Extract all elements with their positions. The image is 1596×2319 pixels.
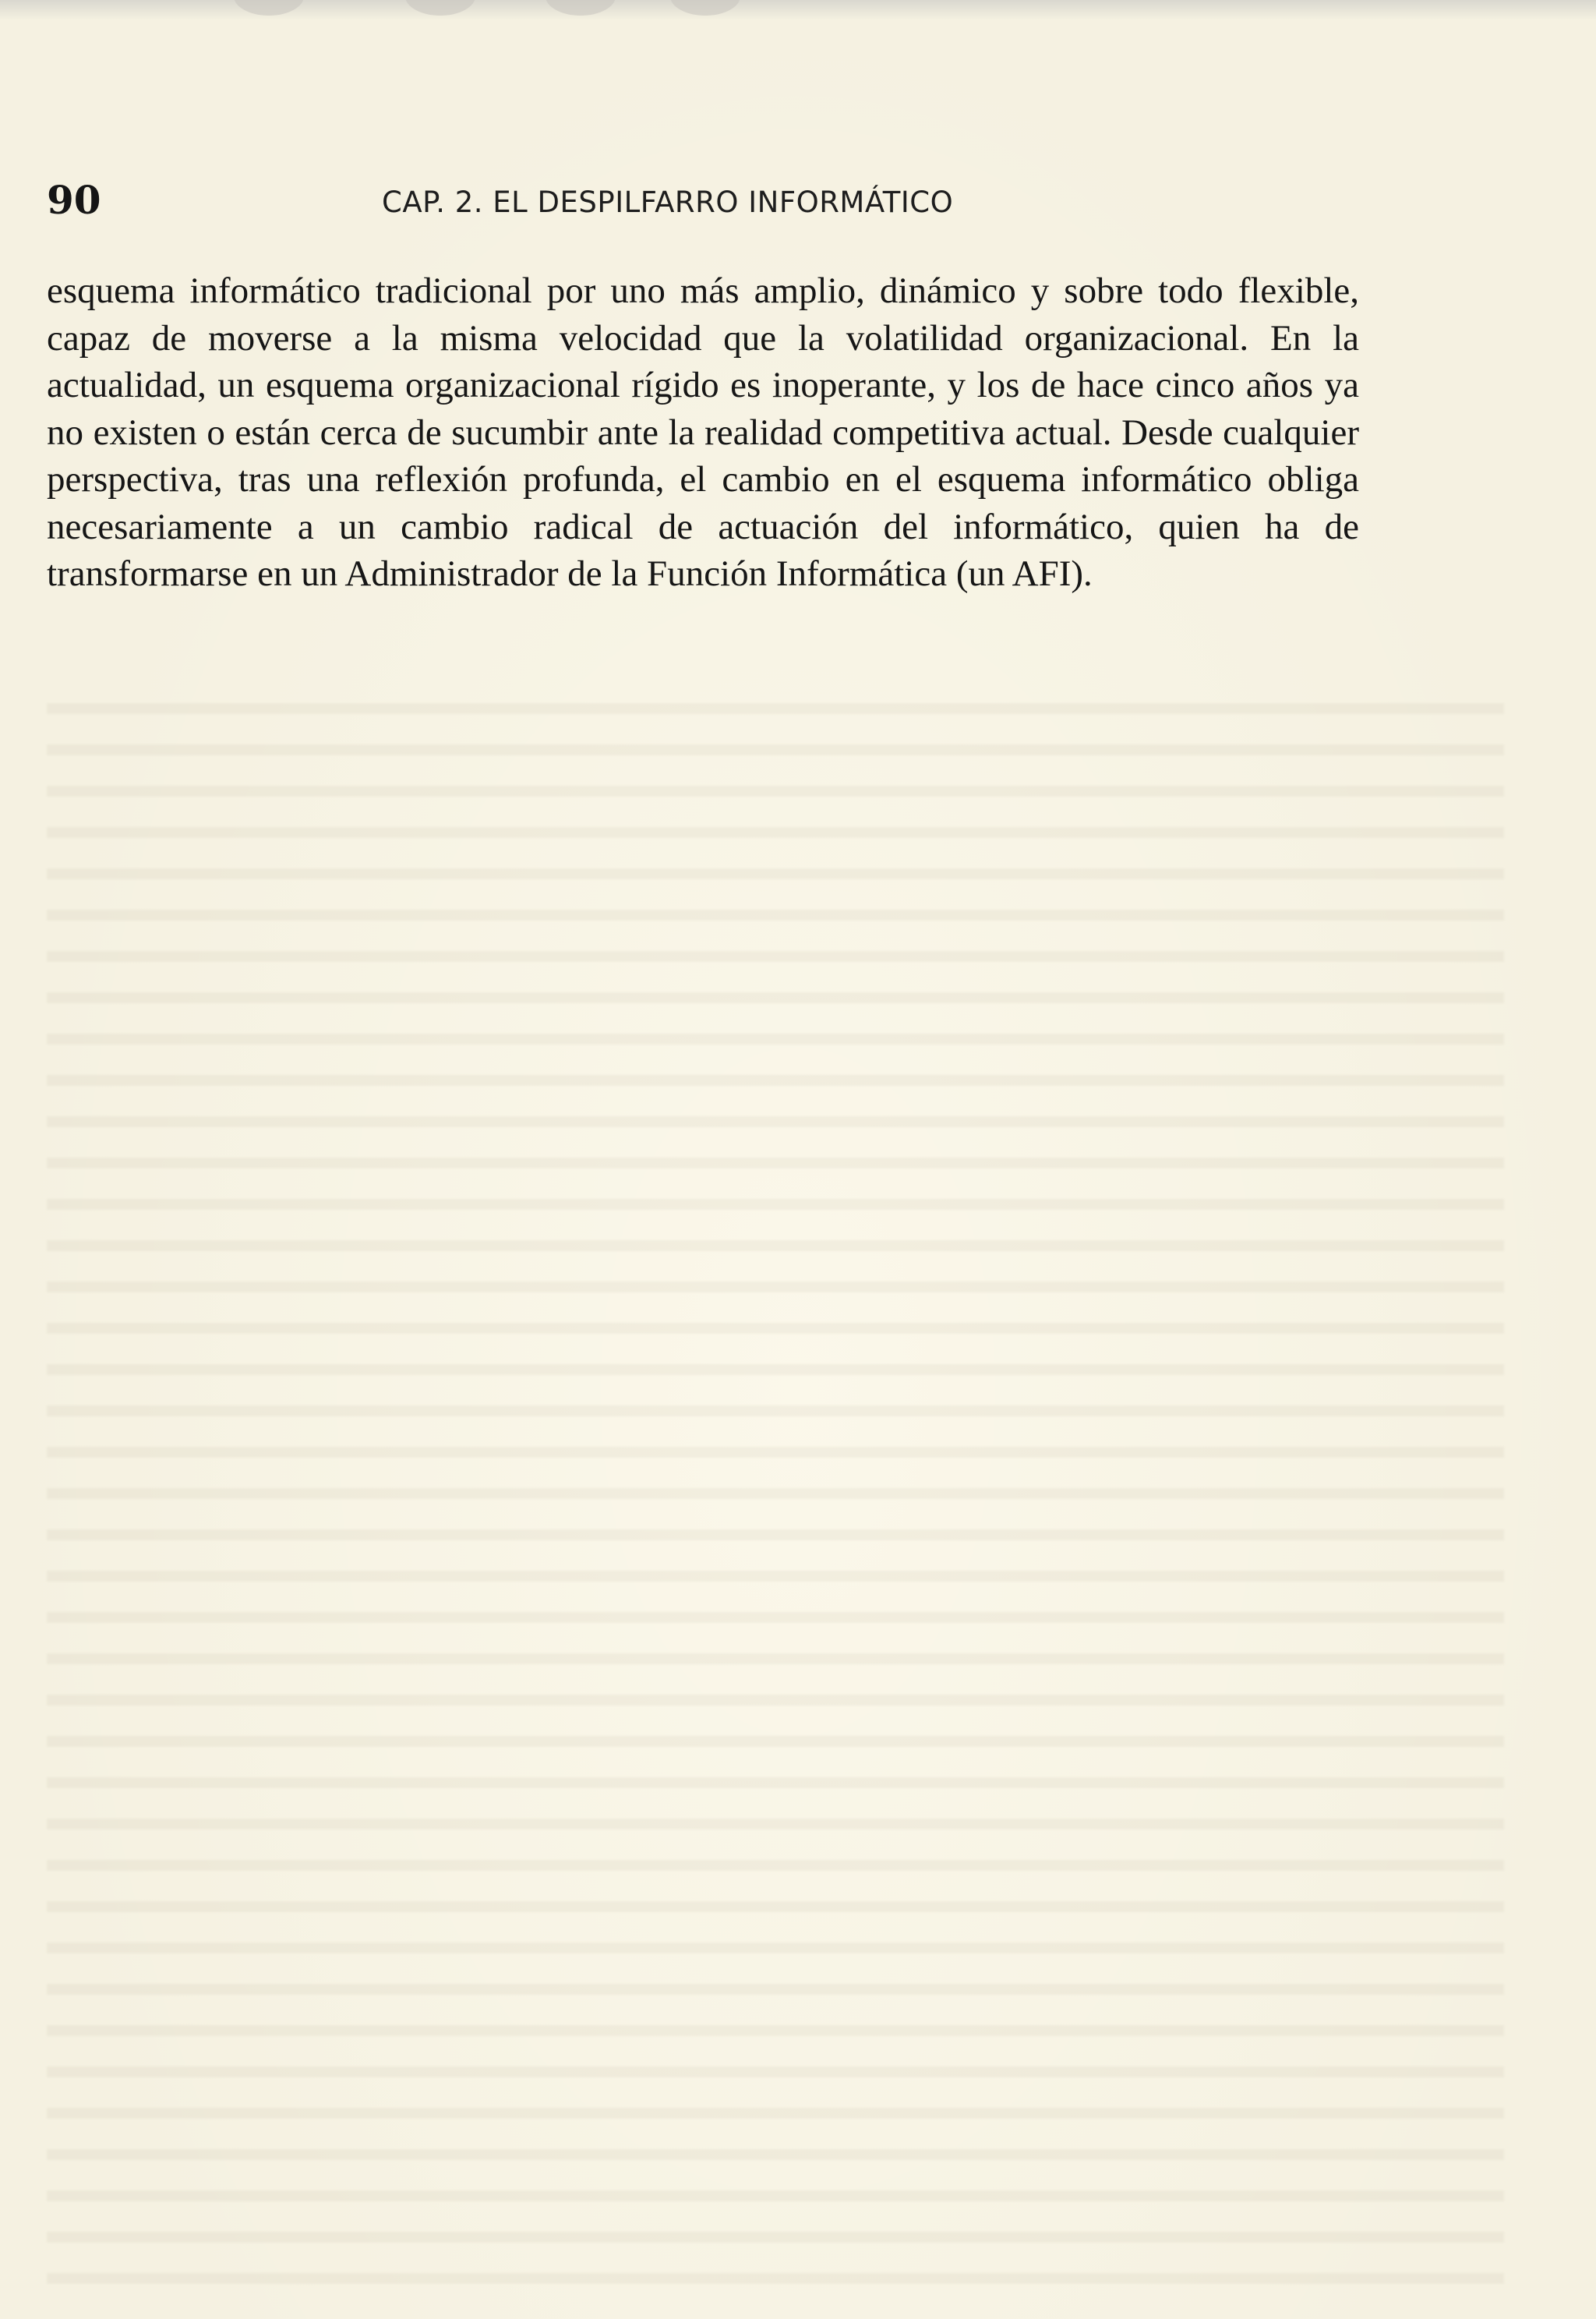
- scan-artifact: [670, 0, 740, 16]
- scan-artifact: [405, 0, 475, 16]
- bleed-through-texture: [47, 686, 1504, 2284]
- scan-top-edge: [0, 0, 1596, 20]
- scan-artifact: [234, 0, 304, 16]
- running-head: CAP. 2. EL DESPILFARRO INFORMÁTICO: [382, 186, 954, 219]
- body-paragraph: esquema informático tradicional por uno más amplio, dinámico y sobre todo flexible, capaz de moverse a la misma velocidad que la volatilidad organizacional. En la actualidad, un esquema organizacional rígido es inoperante, y los de hace cinco años ya no existen o están cerca de sucumbir ante la realidad competitiva actual. Desde cualquier perspectiva, tras una reflexión profunda, el cambio en el esquema informático obliga necesariamente a un cambio radical de actuación del informático, quien ha de transformarse en un Administrador de la Función Informática (un AFI).: [47, 270, 1359, 594]
- scan-artifact: [546, 0, 616, 16]
- page-number: 90: [47, 177, 101, 223]
- page-header: [47, 173, 1364, 228]
